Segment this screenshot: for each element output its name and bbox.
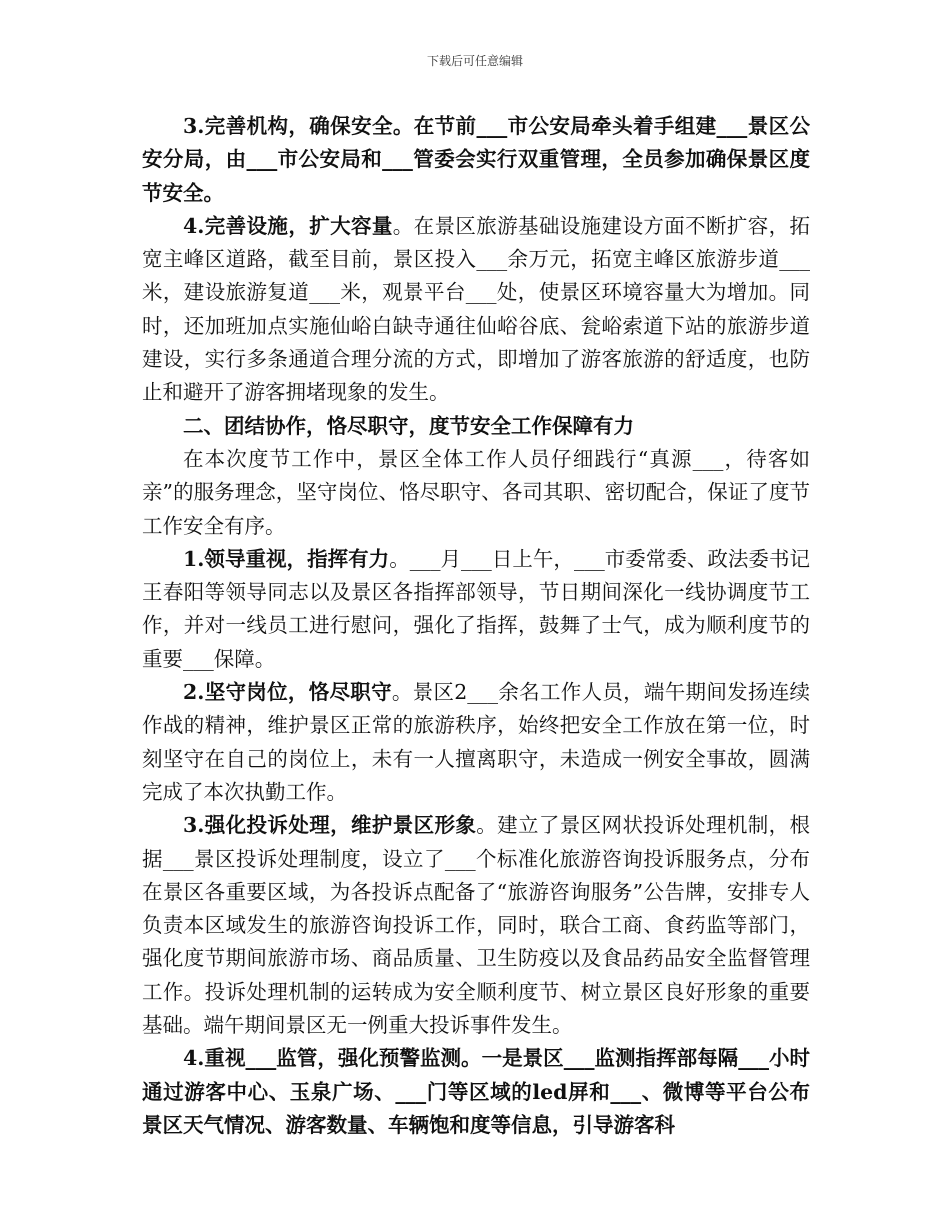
paragraph-5-lead: 2.坚守岗位，恪尽职守 <box>183 680 392 705</box>
document-body <box>142 110 810 1142</box>
paragraph-7 <box>142 1042 810 1142</box>
paragraph-5 <box>142 676 810 809</box>
paragraph-3 <box>142 443 810 543</box>
page-header: 下载后可任意编辑 <box>426 54 523 68</box>
paragraph-6-text: 。建立了景区网状投诉处理机制，根据___景区投诉处理制度，设立了___个标准化旅游咨询投诉服务点，分布在景区各重要区域，为各投诉点配备了“旅游咨询服务”公告牌，安排专人负责本区域发生的旅游咨询投诉工作，同时，联合工商、食药监等部门，强化度节期间旅游市场、商品质量、卫生防疫以及食品药品安全监督管理工作。投诉处理机制的运转成为安全顺利度节、树立景区良好形象的重要基础。端午期间景区无一例重大投诉事件发生。 <box>142 813 811 1038</box>
paragraph-1 <box>142 110 810 210</box>
paragraph-4-text: 。___月___日上午，___市委常委、政法委书记王春阳等领导同志以及景区各指挥部领导，节日期间深化一线协调度节工作，并对一线员工进行慰问，强化了指挥，鼓舞了士气，成为顺利度节的重要___保障。 <box>142 546 810 671</box>
paragraph-2 <box>142 210 810 410</box>
paragraph-4 <box>142 543 810 676</box>
paragraph-4-lead: 1.领导重视，指挥有力 <box>183 546 390 571</box>
paragraph-6 <box>142 809 810 1042</box>
paragraph-3-text: 在本次度节工作中，景区全体工作人员仔细践行“真源___，待客如亲”的服务理念，坚守岗位、恪尽职守、各司其职、密切配合，保证了度节工作安全有序。 <box>142 446 810 538</box>
section-heading-2: 二、团结协作，恪尽职守，度节安全工作保障有力 <box>183 413 634 438</box>
paragraph-6-lead: 3.强化投诉处理，维护景区形象 <box>183 813 477 838</box>
paragraph-7-lead: 4.重视___监管，强化预警监测。 <box>183 1046 482 1071</box>
paragraph-5-text: 。景区2___余名工作人员，端午期间发扬连续作战的精神，维护景区正常的旅游秩序，始终把安全工作放在第一位，时刻坚守在自己的岗位上，未有一人擅离职守，未造成一例安全事故，圆满完成了本次执勤工作。 <box>142 680 811 804</box>
paragraph-2-text: 。在景区旅游基础设施建设方面不断扩容，拓宽主峰区道路，截至目前，景区投入___余万元，拓宽主峰区旅游步道___米，建设旅游复道___米，观景平台___处，使景区环境容量大为增加。同时，还加班加点实施仙峪白缺寺通往仙峪谷底、瓮峪索道下站的旅游步道建设，实行多条通道合理分流的方式，即增加了游客旅游的舒适度，也防止和避开了游客拥堵现象的发生。 <box>142 213 811 405</box>
paragraph-1-lead: 3.完善机构，确保安全。 <box>183 114 414 138</box>
paragraph-1-text: 在节前___市公安局牵头着手组建___景区公安分局，由___市公安局和___管委会实行双重管理，全员参加确保景区度节安全。 <box>142 114 811 205</box>
paragraph-2-lead: 4.完善设施，扩大容量 <box>183 213 393 238</box>
paragraph-7-text: 一是景区___监测指挥部每隔___小时通过游客中心、玉泉广场、___门等区域的led屏和___、微博等平台公布景区天气情况、游客数量、车辆饱和度等信息，引导游客科 <box>142 1046 810 1137</box>
